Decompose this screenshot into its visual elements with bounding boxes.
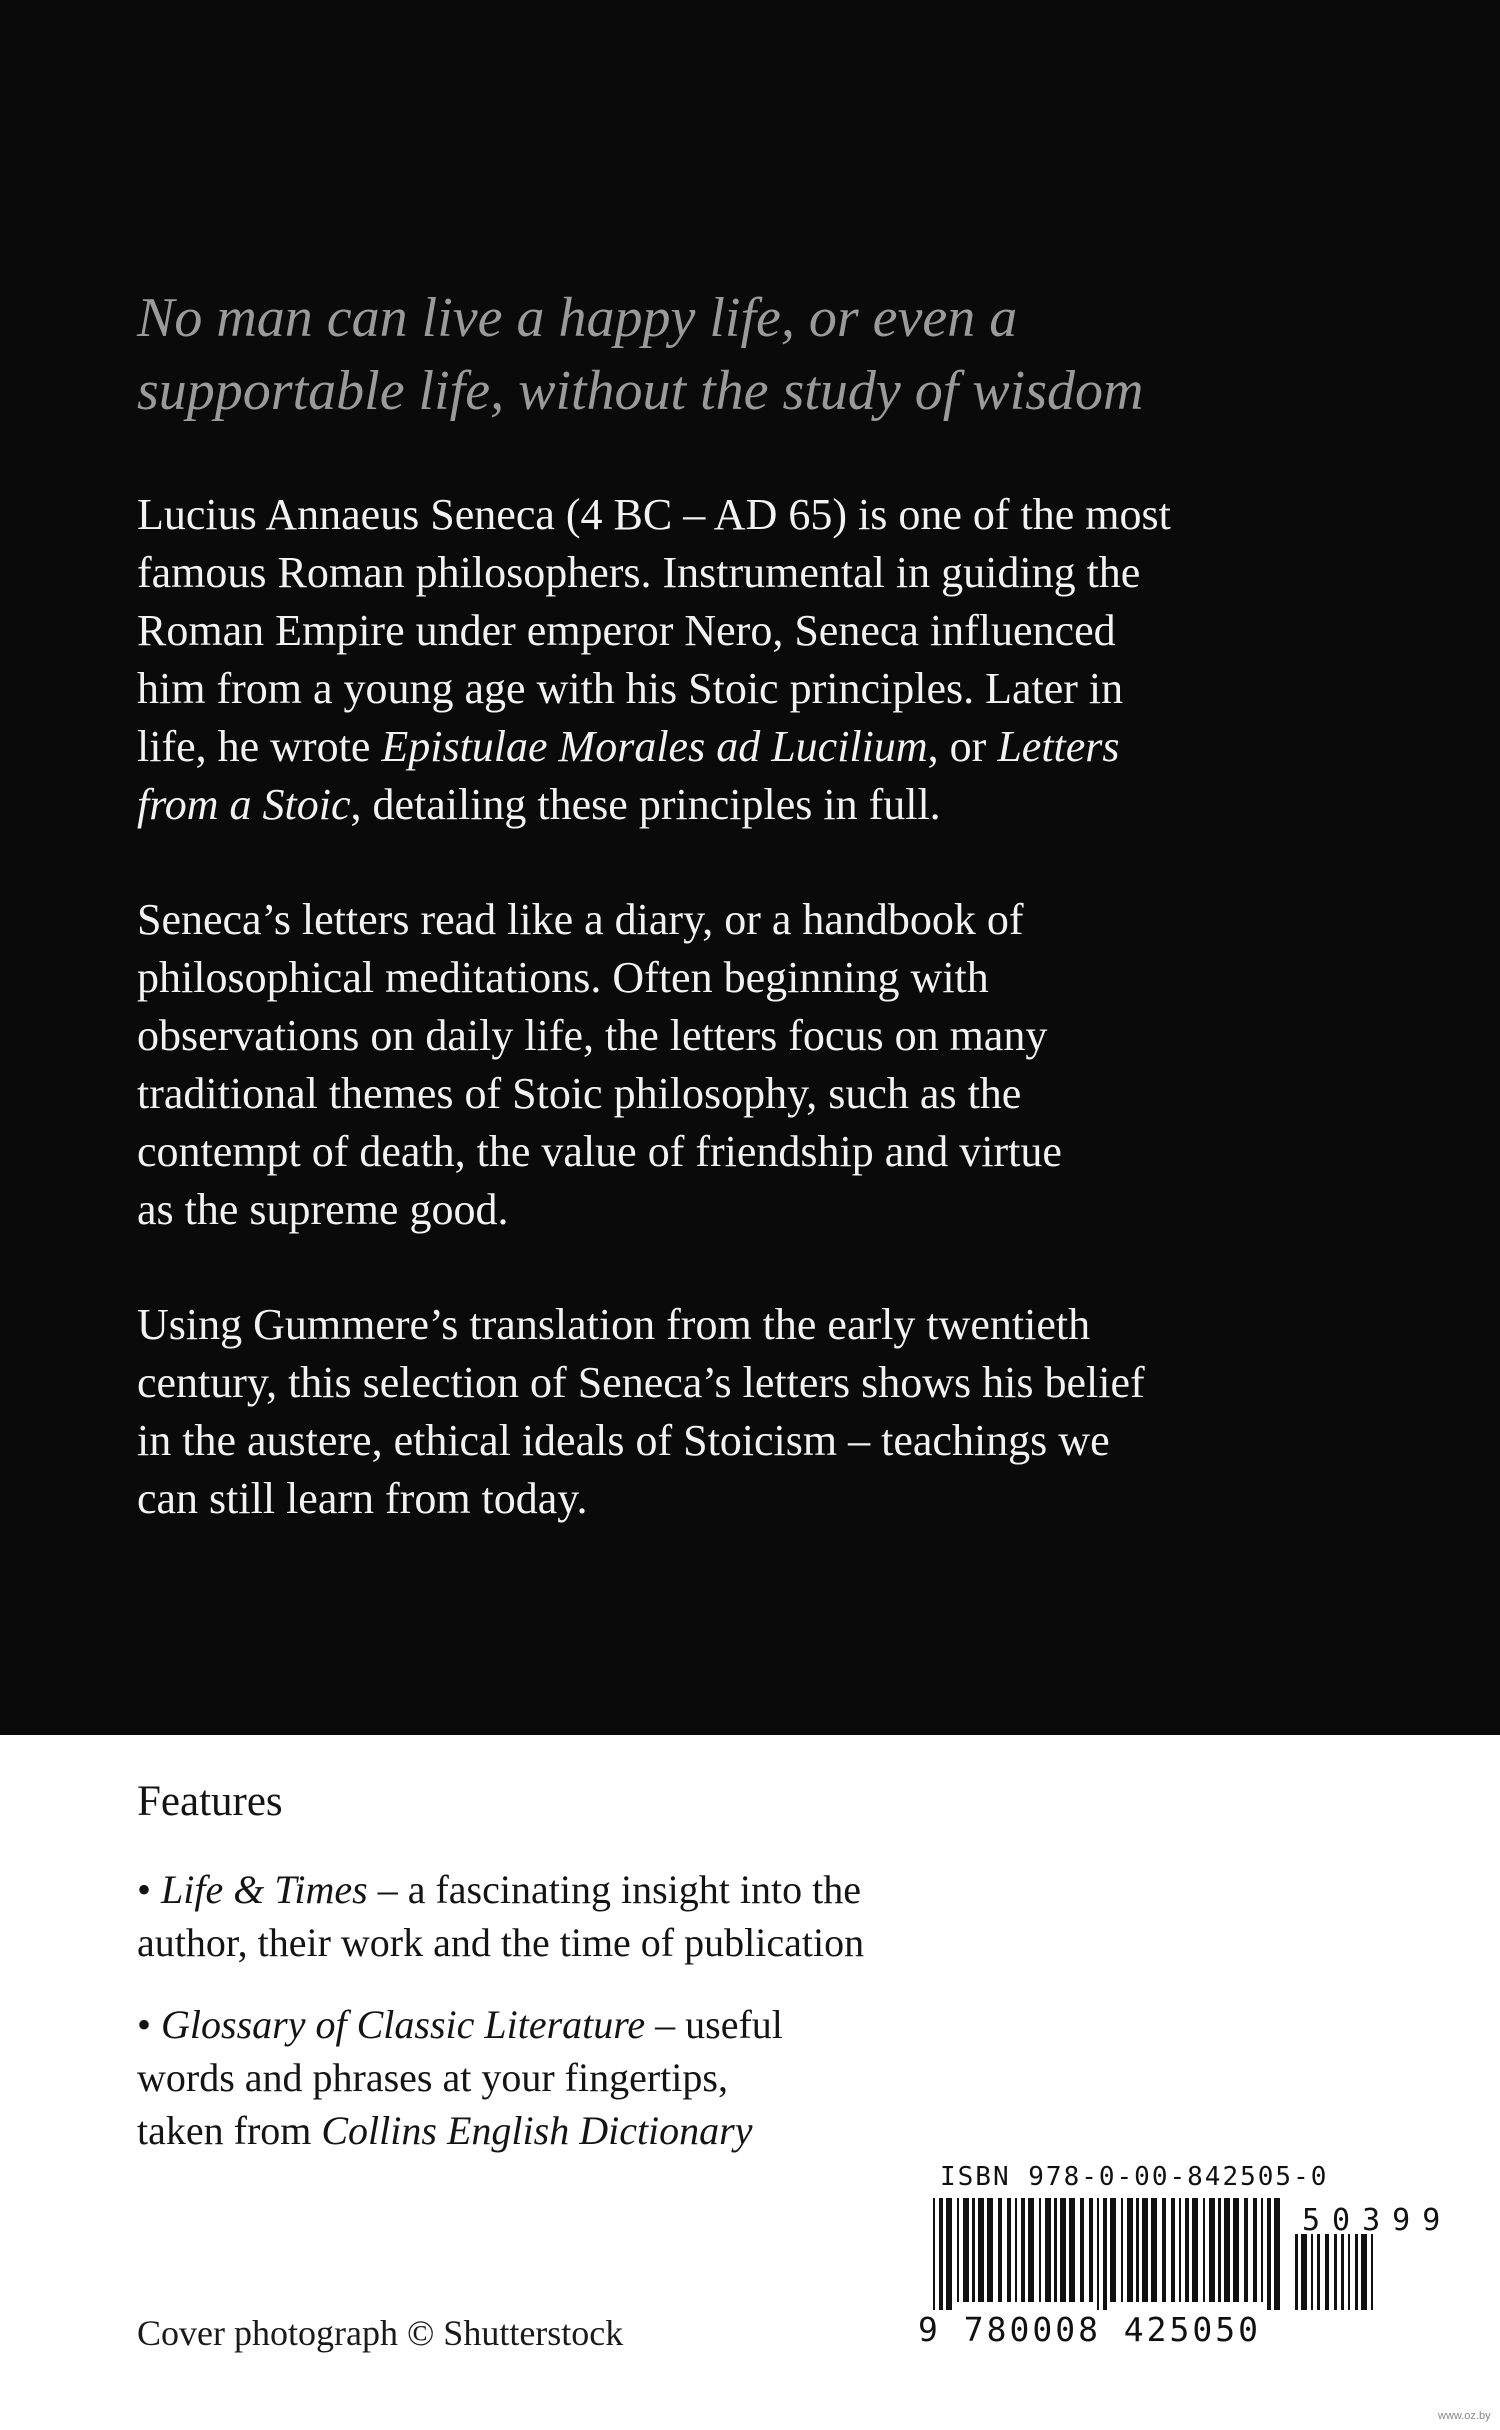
barcode-bar: [1121, 2198, 1123, 2302]
barcode-bar: [1348, 2234, 1350, 2310]
barcode-bar: [1355, 2234, 1358, 2310]
barcode-bar: [1274, 2198, 1280, 2310]
barcode-bar: [1261, 2198, 1263, 2302]
text-line: Roman Empire under emperor Nero, Seneca influenced: [137, 606, 1116, 655]
english-title-part: Letters: [997, 722, 1120, 771]
barcode-bar: [1028, 2198, 1034, 2302]
text-line: century, this selection of Seneca’s letters shows his belief: [137, 1358, 1145, 1407]
barcode-bar: [1311, 2234, 1313, 2310]
barcode-bar: [972, 2198, 975, 2302]
site-watermark: www.oz.by: [1438, 2410, 1491, 2422]
barcode-bar: [1317, 2234, 1320, 2310]
barcode-bar: [1244, 2198, 1248, 2302]
barcode-bar: [1341, 2234, 1344, 2310]
barcode-bar: [1097, 2198, 1099, 2310]
text-line: Seneca’s letters read like a diary, or a handbook of: [137, 895, 1024, 944]
feature-item-life-and-times: • Life & Times – a fascinating insight into the author, their work and the time of publication: [137, 1863, 1037, 1969]
barcode-bar: [1218, 2198, 1221, 2302]
barcode-bar: [1039, 2198, 1041, 2302]
features-heading: Features: [137, 1778, 283, 1825]
barcode-bar: [1192, 2198, 1198, 2302]
text-line: life, he wrote Epistulae Morales ad Lucilium, or Letters: [137, 722, 1120, 771]
barcode-bar: [1015, 2198, 1017, 2302]
barcode-bar: [1089, 2198, 1093, 2302]
latin-title: Epistulae Morales ad Lucilium: [381, 722, 928, 771]
text-line: contempt of death, the value of friendship and virtue: [137, 1127, 1062, 1176]
quote-line: No man can live a happy life, or even a: [137, 287, 1018, 349]
barcode-addon-digits: 50399: [1302, 2203, 1453, 2238]
feature-item-glossary: • Glossary of Classic Literature – useful words and phrases at your fingertips, taken from Collins English Dictionary: [137, 1998, 1037, 2157]
barcode-bar: [1103, 2198, 1107, 2310]
barcode-bar: [1021, 2198, 1025, 2302]
text-line: from a Stoic, detailing these principles in full.: [137, 780, 941, 829]
barcode-bar: [1060, 2198, 1066, 2302]
barcode-bar: [1371, 2234, 1373, 2310]
barcode-bar: [1253, 2198, 1257, 2302]
barcode-bar: [1295, 2234, 1298, 2310]
barcode-bar: [939, 2198, 943, 2310]
barcode-bar: [1007, 2198, 1011, 2302]
text-line: as the supreme good.: [137, 1185, 509, 1234]
text-line: words and phrases at your fingertips,: [137, 2055, 728, 2100]
barcode-bar: [987, 2198, 993, 2302]
blurb-paragraph-1: [137, 486, 1387, 834]
barcode-bar: [1171, 2198, 1175, 2302]
english-title-part: from a Stoic: [137, 780, 351, 829]
barcode-bar: [1136, 2198, 1139, 2302]
text-line: observations on daily life, the letters focus on many: [137, 1011, 1048, 1060]
text-line: in the austere, ethical ideals of Stoicism – teachings we: [137, 1416, 1110, 1465]
barcode-bar: [1080, 2198, 1084, 2302]
epigraph-quote: [137, 282, 1387, 428]
barcode-bar: [1110, 2198, 1116, 2302]
barcode-bar: [946, 2198, 952, 2310]
barcode-bar: [1301, 2234, 1307, 2310]
feature-name: Life & Times: [161, 1867, 368, 1912]
barcode-bar: [1361, 2234, 1367, 2310]
barcode-bar: [1054, 2198, 1057, 2302]
text-line: Lucius Annaeus Seneca (4 BC – AD 65) is one of the most: [137, 490, 1171, 539]
barcode-bar: [933, 2198, 935, 2310]
barcode-bar: [1127, 2198, 1133, 2302]
barcode-bar: [998, 2198, 1002, 2302]
text-line: can still learn from today.: [137, 1474, 588, 1523]
isbn-label: ISBN 978-0-00-842505-0: [940, 2162, 1329, 2192]
bullet: •: [137, 1867, 162, 1912]
blurb-paragraph-2: [137, 891, 1387, 1239]
feature-name: Glossary of Classic Literature: [161, 2002, 646, 2047]
barcode-bar: [1267, 2198, 1271, 2310]
barcode-bar: [1162, 2198, 1166, 2302]
text-line: him from a young age with his Stoic principles. Later in: [137, 664, 1124, 713]
barcode-bar: [1069, 2198, 1075, 2302]
bullet: •: [137, 2002, 162, 2047]
barcode-bar: [963, 2198, 969, 2302]
text-line: author, their work and the time of publication: [137, 1920, 865, 1965]
text-line: Using Gummere’s translation from the early twentieth: [137, 1300, 1091, 1349]
text-line: famous Roman philosophers. Instrumental in guiding the: [137, 548, 1141, 597]
barcode-bar: [1151, 2198, 1157, 2302]
barcode-bar: [1325, 2234, 1329, 2310]
barcode-bar: [1224, 2198, 1230, 2302]
barcode-bar: [1203, 2198, 1205, 2302]
cover-photo-credit: Cover photograph © Shutterstock: [137, 2313, 624, 2353]
text-line: traditional themes of Stoic philosophy, such as the: [137, 1069, 1022, 1118]
quote-line: supportable life, without the study of wisdom: [137, 360, 1144, 422]
barcode-bar: [1334, 2234, 1337, 2310]
barcode-digits: 9 780008 425050: [918, 2310, 1262, 2349]
barcode-bar: [1142, 2198, 1148, 2302]
barcode-bar: [957, 2198, 959, 2302]
barcode-bar: [1179, 2198, 1181, 2302]
barcode-bar: [978, 2198, 984, 2302]
barcode-bar: [1233, 2198, 1239, 2302]
dictionary-title: Collins English Dictionary: [321, 2108, 753, 2153]
blurb-paragraph-3: [137, 1296, 1387, 1528]
text-line: philosophical meditations. Often beginning with: [137, 953, 989, 1002]
barcode-bar: [1185, 2198, 1189, 2302]
barcode-bar: [1209, 2198, 1215, 2302]
barcode-bar: [1045, 2198, 1051, 2302]
